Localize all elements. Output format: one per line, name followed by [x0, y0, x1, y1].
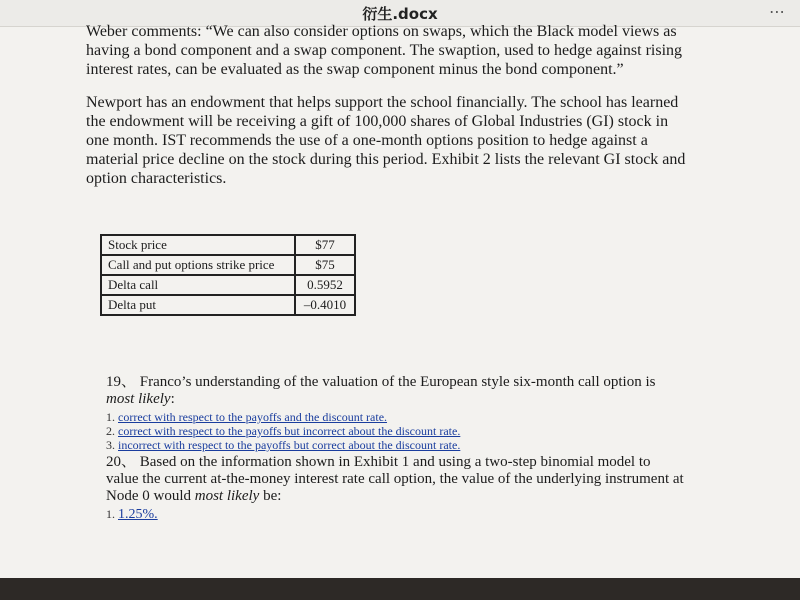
table-cell-value: –0.4010 [295, 295, 355, 315]
table-cell-label: Delta put [101, 295, 295, 315]
paragraph-newport: Newport has an endowment that helps support the school financially. The school has learned the endowment will be receiving a gift of 100,000 shares of Global Industries (GI) stock in one month. IST recommends the use of a one-month options position to hedge against a material price decline on the stock during this period. Exhibit 2 lists the relevant GI stock and option characteristics. [86, 94, 686, 187]
option-link[interactable]: 1.25%. [118, 507, 158, 522]
table-cell-label: Stock price [101, 235, 295, 255]
table-cell-label: Delta call [101, 275, 295, 295]
question-20-stem [106, 454, 686, 505]
option-number: 2. [106, 424, 115, 438]
option-link[interactable]: correct with respect to the payoffs but incorrect about the discount rate. [118, 424, 461, 438]
question-20-suffix: be: [259, 488, 282, 504]
list-item [106, 507, 686, 522]
question-19-text: 19、 Franco’s understanding of the valuation of the European style six-month call option is [106, 374, 656, 390]
table-row [101, 275, 355, 295]
table-cell-value: $77 [295, 235, 355, 255]
document-page [86, 22, 686, 524]
question-19-suffix: : [170, 391, 175, 407]
more-options-icon[interactable]: ⋯ [769, 2, 786, 21]
list-item [106, 410, 686, 424]
list-item [106, 438, 686, 452]
option-number: 1. [106, 507, 115, 521]
table-cell-value: 0.5952 [295, 275, 355, 295]
list-item [106, 424, 686, 438]
table-row [101, 235, 355, 255]
question-19-options [106, 410, 686, 452]
option-number: 1. [106, 410, 115, 424]
option-link[interactable]: incorrect with respect to the payoffs but correct about the discount rate. [118, 438, 461, 452]
table-cell-label: Call and put options strike price [101, 255, 295, 275]
question-20-text: 20、 Based on the information shown in Exhibit 1 and using a two-step binomial model to value the current at-the-money interest rate call option, the value of the underlying instrument at Node 0 would [106, 454, 684, 504]
table-cell-value: $75 [295, 255, 355, 275]
question-20-options [106, 507, 686, 522]
exhibit-2-table [100, 234, 356, 316]
question-19-emphasis: most likely [106, 391, 171, 407]
option-link[interactable]: correct with respect to the payoffs and the discount rate. [118, 410, 388, 424]
question-19 [106, 374, 686, 522]
option-number: 3. [106, 438, 115, 452]
table-row [101, 295, 355, 315]
question-20-emphasis: most likely [194, 488, 260, 504]
document-title: 衍生.docx [362, 5, 438, 23]
question-19-stem [106, 374, 686, 408]
table-row [101, 255, 355, 275]
paragraph-weber: Weber comments: “We can also consider options on swaps, which the Black model views as having a bond component and a swap component. The swaption, used to hedge against rising interest rates, can be evaluated as the swap component minus the bond component.” [86, 23, 683, 78]
monitor-bezel [0, 578, 800, 600]
